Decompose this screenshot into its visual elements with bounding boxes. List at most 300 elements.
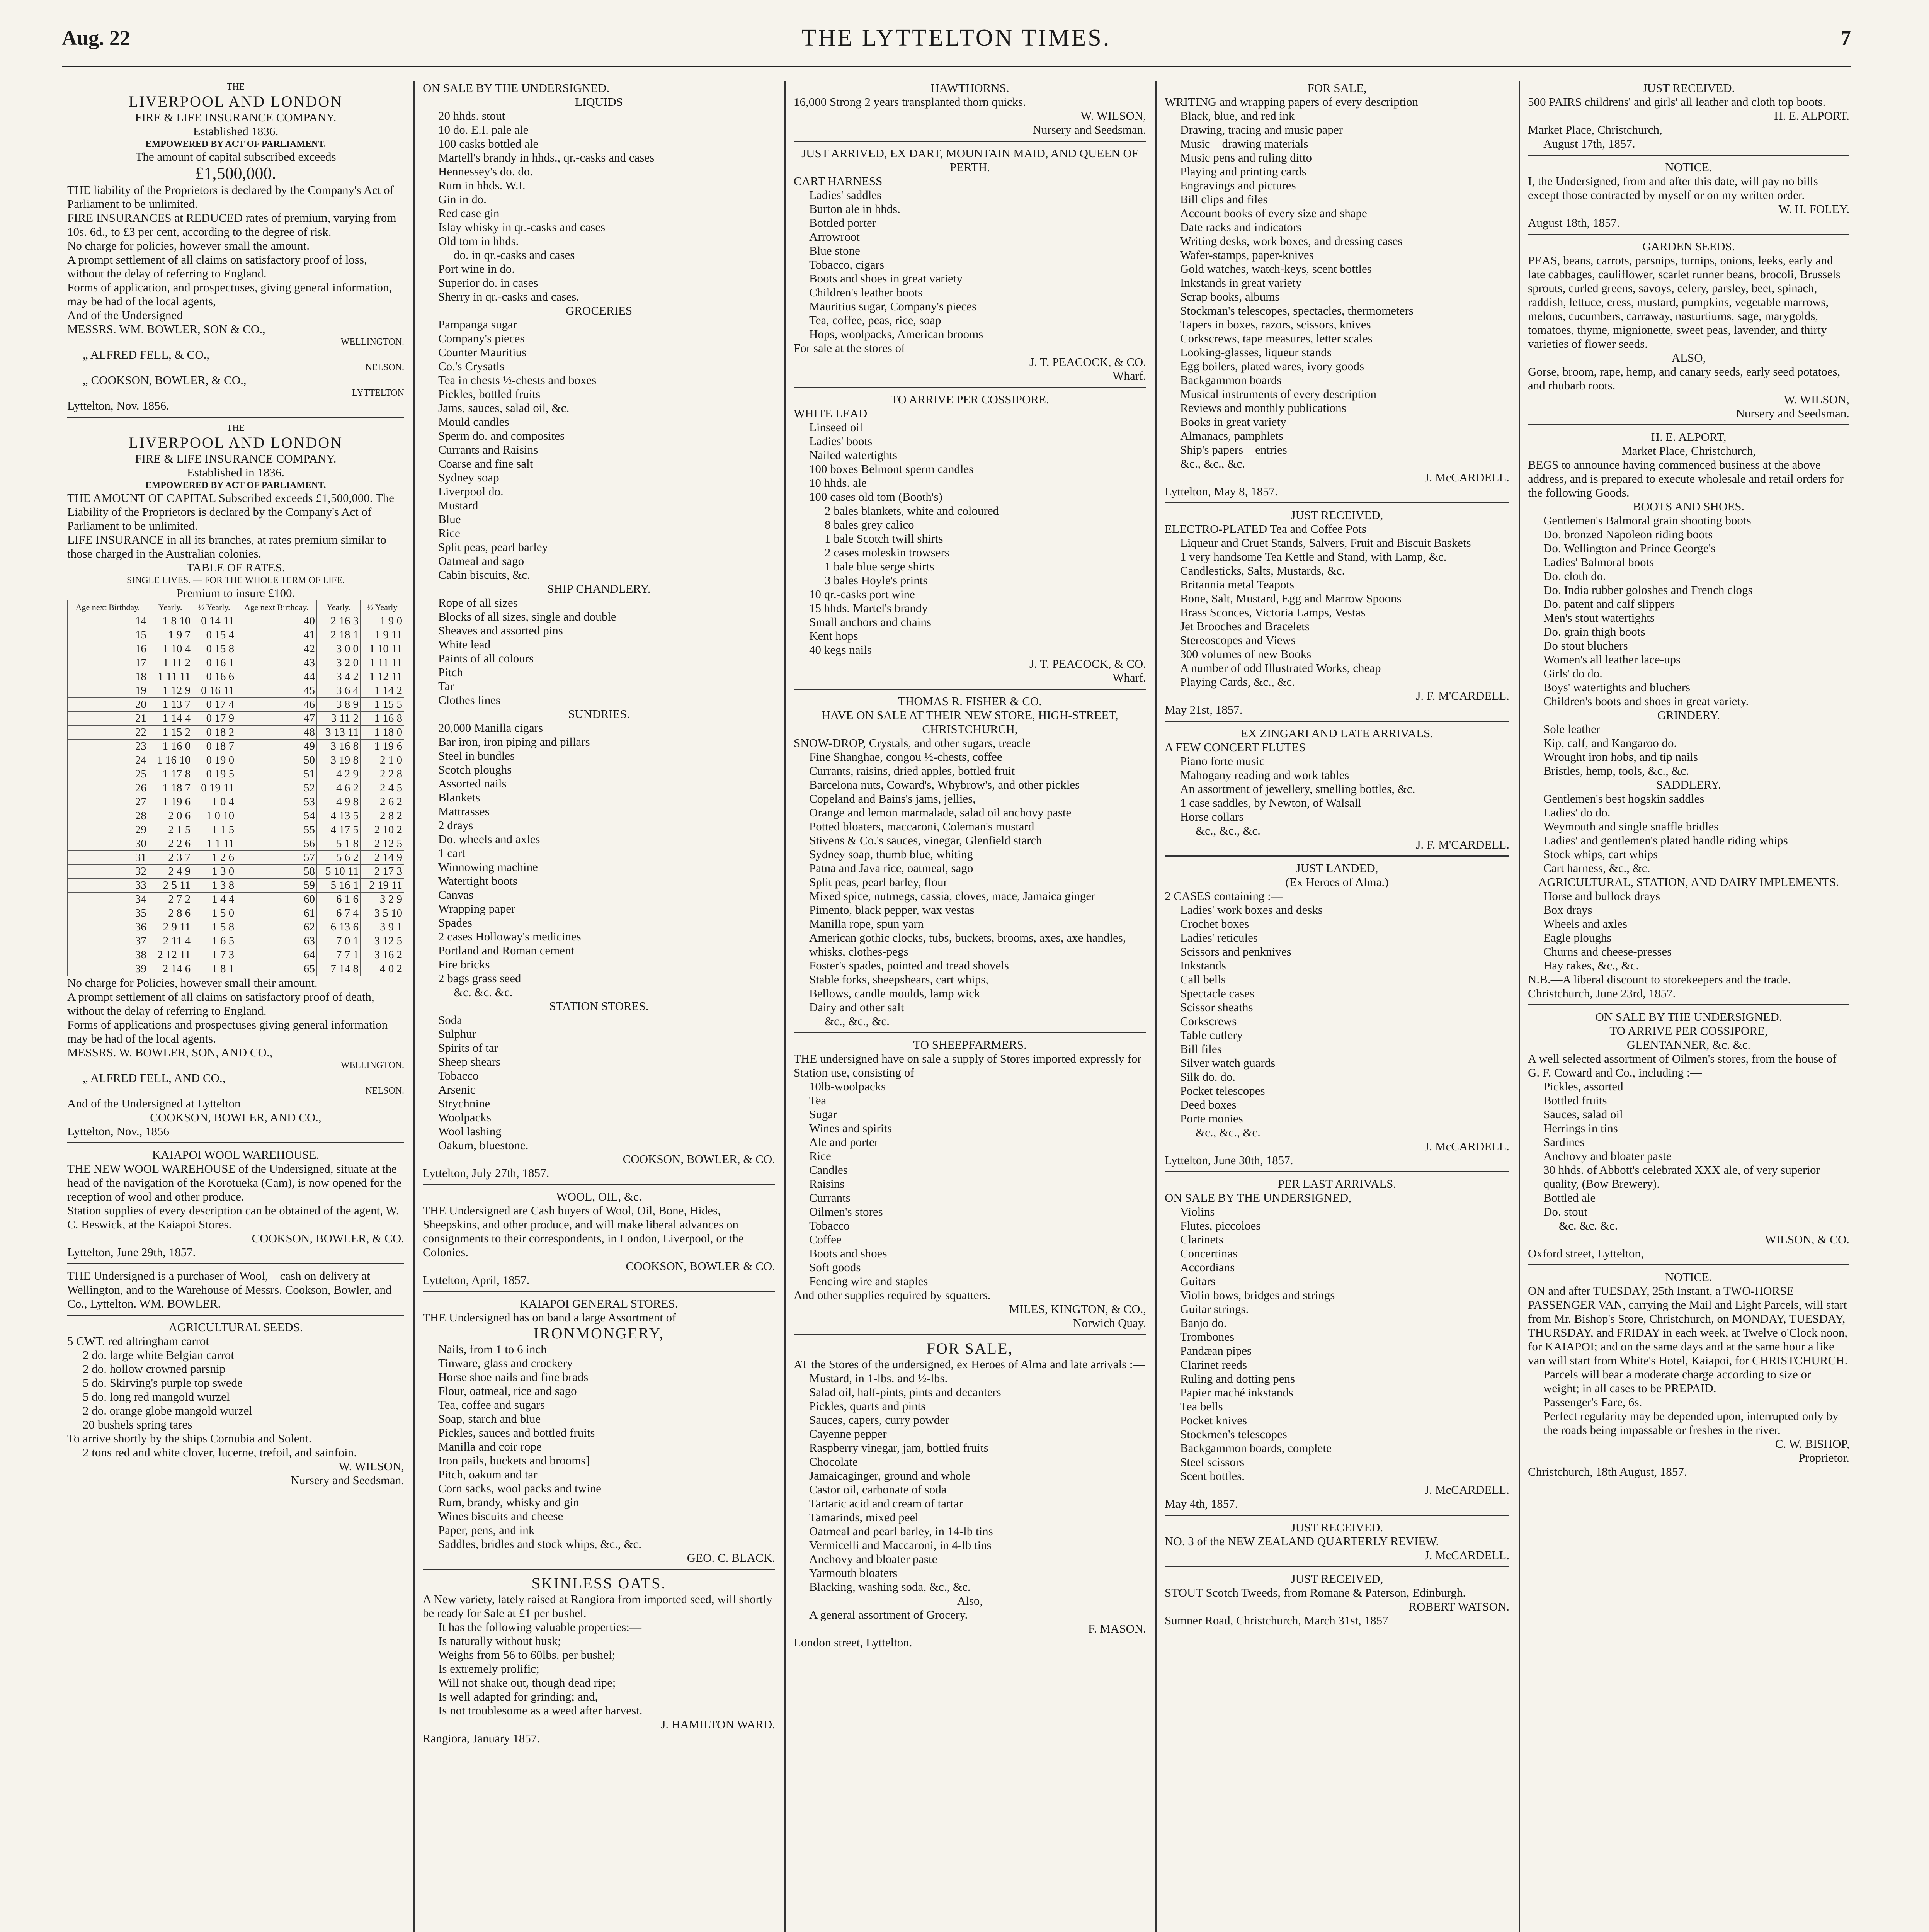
- ad-text-line: Bottled ale: [1543, 1191, 1596, 1204]
- rates-cell: 1 5 8: [192, 920, 236, 934]
- rates-cell: 39: [68, 962, 148, 976]
- rates-cell: 3 5 10: [360, 906, 404, 920]
- rates-cell: 4 2 9: [317, 767, 361, 781]
- ad-text-line: Do. wheels and axles: [438, 832, 540, 846]
- rates-cell: 3 13 11: [317, 726, 361, 740]
- rates-cell: 29: [68, 823, 148, 837]
- ad-text-line: Salad oil, half-pints, pints and decanters: [809, 1385, 1001, 1399]
- ad-divider: [67, 1263, 404, 1264]
- ad-text-line: Weighs from 56 to 60lbs. per bushel;: [438, 1648, 616, 1662]
- ad-text-line: Ruling and dotting pens: [1180, 1372, 1295, 1385]
- rates-cell: 41: [236, 628, 317, 642]
- ad-text-line: Tea, coffee and sugars: [438, 1398, 545, 1412]
- table-row: [68, 851, 404, 865]
- ad-text-line: KAIAPOI GENERAL STORES.: [520, 1297, 678, 1310]
- ad-text-line: Linseed oil: [809, 420, 863, 434]
- ad-text-line: Boys' watertights and bluchers: [1543, 680, 1691, 694]
- ad-text-line: Dairy and other salt: [809, 1000, 904, 1014]
- ad-text-line: Lyttelton, June 30th, 1857.: [1165, 1153, 1293, 1167]
- ad-text-line: Scrap books, albums: [1180, 290, 1280, 303]
- ad-divider: [67, 1142, 404, 1143]
- ad-text-line: PER LAST ARRIVALS.: [1277, 1177, 1397, 1190]
- ad-text-line: Norwich Quay.: [1073, 1316, 1146, 1330]
- ad-text-line: Lyttelton, May 8, 1857.: [1165, 485, 1278, 498]
- ad-text-line: LIQUIDS: [575, 95, 623, 109]
- ad-text-line: 1 very handsome Tea Kettle and Stand, with Lamp, &c.: [1180, 550, 1447, 563]
- ad-text-line: 2 do. orange globe mangold wurzel: [83, 1404, 253, 1417]
- ad-text-line: CART HARNESS: [794, 174, 883, 188]
- ad-text-line: COOKSON, BOWLER, AND CO.,: [150, 1111, 322, 1124]
- ad-divider: [1165, 1515, 1509, 1516]
- ad-text-line: Burton ale in hhds.: [809, 202, 900, 216]
- ad-text-line: Backgammon boards: [1180, 373, 1282, 387]
- ad-divider: [794, 1334, 1146, 1335]
- ad-text-line: Boots and shoes in great variety: [809, 272, 963, 285]
- ad-text-line: THOMAS R. FISHER & CO.: [898, 694, 1042, 708]
- rates-cell: 33: [68, 879, 148, 893]
- rates-cell: 0 17 9: [192, 712, 236, 726]
- ad-text-line: Mixed spice, nutmegs, cassia, cloves, mace, Jamaica ginger: [809, 889, 1095, 903]
- rates-cell: 0 16 11: [192, 684, 236, 698]
- ad-text-line: Date racks and indicators: [1180, 220, 1302, 234]
- ad-text-line: Flour, oatmeal, rice and sago: [438, 1384, 577, 1398]
- ad-text-line: Sauces, salad oil: [1543, 1107, 1623, 1121]
- rates-cell: 18: [68, 670, 148, 684]
- rates-cell: 52: [236, 781, 317, 795]
- rates-cell: 2 9 11: [148, 920, 192, 934]
- ad-divider: [1165, 1171, 1509, 1172]
- ad-text-line: Gin in do.: [438, 192, 487, 206]
- rates-header-cell: Yearly.: [317, 600, 361, 614]
- column-5: [1522, 81, 1855, 1932]
- ad-text-line: Currants and Raisins: [438, 443, 538, 456]
- ad-text-line: Sydney soap: [438, 471, 499, 484]
- ad-text-line: Kip, calf, and Kangaroo do.: [1543, 736, 1677, 750]
- ad-text-line: White lead: [438, 638, 491, 651]
- ad-divider: [794, 1032, 1146, 1033]
- rates-cell: 1 19 6: [148, 795, 192, 809]
- rates-cell: 1 6 5: [192, 934, 236, 948]
- rates-cell: 0 19 0: [192, 753, 236, 767]
- ad-text-line: Lyttelton, June 29th, 1857.: [67, 1245, 196, 1259]
- rates-cell: 59: [236, 879, 317, 893]
- ad-text-line: WRITING and wrapping papers of every description: [1165, 95, 1418, 109]
- ad-text-line: Women's all leather lace-ups: [1543, 653, 1681, 666]
- table-row: [68, 906, 404, 920]
- rates-cell: 2 0 6: [148, 809, 192, 823]
- newspaper-title: THE LYTTELTON TIMES.: [801, 25, 1111, 51]
- rates-cell: 26: [68, 781, 148, 795]
- ad-text-line: American gothic clocks, tubs, buckets, brooms, axes, axe handles, whisks, clothes-pegs: [809, 931, 1129, 958]
- ad-text-line: Wool lashing: [438, 1124, 502, 1138]
- ad-text-line: Copeland and Bains's jams, jellies,: [809, 792, 976, 805]
- ad-text-line: Porte monies: [1180, 1112, 1243, 1125]
- ad-text-line: Currants, raisins, dried apples, bottled fruit: [809, 764, 1015, 777]
- ad-divider: [1165, 721, 1509, 722]
- ad-text-line: MESSRS. W. BOWLER, SON, AND CO.,: [67, 1046, 273, 1059]
- rates-cell: 2 1 0: [360, 753, 404, 767]
- ad-text-line: Sheep shears: [438, 1055, 500, 1068]
- ad-text-line: Stereoscopes and Views: [1180, 633, 1296, 647]
- ad-text-line: FIRE INSURANCES at REDUCED rates of premium, varying from 10s. 6d., to £3 per cent, according to the degree of risk.: [67, 211, 400, 238]
- ad-text-line: HAVE ON SALE AT THEIR NEW STORE, HIGH-STREET, CHRISTCHURCH,: [822, 708, 1121, 736]
- ad-text-line: Corn sacks, wool packs and twine: [438, 1481, 601, 1495]
- rates-cell: 1 14 2: [360, 684, 404, 698]
- ad-text-line: Books in great variety: [1180, 415, 1286, 429]
- ad-text-line: 1 case saddles, by Newton, of Walsall: [1180, 796, 1361, 810]
- ad-text-line: Company's pieces: [438, 332, 525, 345]
- ad-text-line: Looking-glasses, liqueur stands: [1180, 345, 1332, 359]
- ad-text-line: Music—drawing materials: [1180, 137, 1308, 150]
- ad-text-line: 2 CASES containing :—: [1165, 889, 1283, 903]
- ad-text-line: Also,: [957, 1594, 983, 1607]
- ad-text-line: Old tom in hhds.: [438, 234, 519, 248]
- rates-cell: 50: [236, 753, 317, 767]
- rates-cell: 28: [68, 809, 148, 823]
- ad-text-line: STOUT Scotch Tweeds, from Romane & Paterson, Edinburgh.: [1165, 1586, 1466, 1599]
- table-row: [68, 670, 404, 684]
- ad-text-line: Forms of application, and prospectuses, giving general information, may be had of the local agents,: [67, 281, 395, 308]
- column-4: [1159, 81, 1515, 1932]
- ad-text-line: Accordians: [1180, 1260, 1235, 1274]
- ad-text-line: Pickles, quarts and pints: [809, 1399, 926, 1413]
- ad-text-line: Sole leather: [1543, 722, 1601, 736]
- ad-text-line: Inkstands: [1180, 959, 1226, 972]
- ad-text-line: August 17th, 1857.: [1543, 137, 1635, 150]
- ad-text-line: Gentlemen's Balmoral grain shooting boots: [1543, 514, 1751, 527]
- ad-text-line: Cabin biscuits, &c.: [438, 568, 530, 582]
- ad-text-line: NO. 3 of the NEW ZEALAND QUARTERLY REVIEW.: [1165, 1534, 1439, 1548]
- ad-text-line: Small anchors and chains: [809, 615, 931, 629]
- ad-text-line: EMPOWERED BY ACT OF PARLIAMENT.: [145, 480, 326, 490]
- ad-text-line: Proprietor.: [1798, 1451, 1849, 1464]
- ad-text-line: Coarse and fine salt: [438, 457, 533, 470]
- ad-text-line: Blankets: [438, 791, 480, 804]
- ad-text-line: JUST RECEIVED,: [1291, 1572, 1383, 1585]
- ad-text-line: Boots and shoes: [809, 1247, 887, 1260]
- ad-text-line: London street, Lyttelton.: [794, 1636, 912, 1649]
- column-divider: [1519, 81, 1520, 1932]
- ad-text-line: Guitar strings.: [1180, 1302, 1249, 1316]
- ad-text-line: Manilla rope, spun yarn: [809, 917, 924, 930]
- rates-cell: 1 3 0: [192, 865, 236, 879]
- rates-cell: 0 16 1: [192, 656, 236, 670]
- ad-text-line: KAIAPOI WOOL WAREHOUSE.: [152, 1148, 320, 1162]
- ad-text-line: A prompt settlement of all claims on satisfactory proof of death, without the delay of referring to England.: [67, 990, 378, 1017]
- ad-text-line: Scotch ploughs: [438, 763, 512, 776]
- ad-text-line: Oatmeal and sago: [438, 554, 524, 568]
- ad-text-line: May 21st, 1857.: [1165, 703, 1243, 716]
- ad-text-line: ON SALE BY THE UNDERSIGNED.: [1595, 1010, 1782, 1024]
- rates-cell: 40: [236, 614, 317, 628]
- rates-cell: 1 19 6: [360, 740, 404, 753]
- ad-text-line: 8 bales grey calico: [825, 518, 914, 531]
- ad-text-line: SKINLESS OATS.: [531, 1575, 667, 1592]
- ad-text-line: THE Undersigned is a purchaser of Wool,—cash on delivery at Wellington, and to the Warehouse of Messrs. Cookson, Bowler, and Co., Lyttelton. WM. BOWLER.: [67, 1269, 395, 1310]
- ad-text-line: THE AMOUNT OF CAPITAL Subscribed exceeds £1,500,000. The Liability of the Proprietors is declared by the Company's Act of Parliament to be unlimited.: [67, 491, 397, 532]
- ad-text-line: Watertight boots: [438, 874, 517, 888]
- ad-text-line: 20,000 Manilla cigars: [438, 721, 543, 735]
- ad-text-line: Black, blue, and red ink: [1180, 109, 1295, 122]
- ad-text-line: August 18th, 1857.: [1528, 216, 1620, 230]
- ad-divider: [1528, 155, 1849, 156]
- ad-text-line: ON SALE BY THE UNDERSIGNED.: [423, 81, 610, 95]
- ad-text-line: No charge for policies, however small the amount.: [67, 239, 310, 252]
- rates-cell: 4 17 5: [317, 823, 361, 837]
- ad-text-line: HAWTHORNS.: [930, 81, 1009, 95]
- ad-text-line: Anchovy and bloater paste: [1543, 1149, 1672, 1163]
- rates-cell: 53: [236, 795, 317, 809]
- ad-text-line: Nailed watertights: [809, 448, 898, 462]
- ad-text-line: EX ZINGARI AND LATE ARRIVALS.: [1240, 726, 1433, 740]
- ad-text-line: Writing desks, work boxes, and dressing cases: [1180, 234, 1403, 248]
- ad-text-line: Oilmen's stores: [809, 1205, 883, 1218]
- ad-text-line: 20 hhds. stout: [438, 109, 505, 122]
- rates-cell: 24: [68, 753, 148, 767]
- ad-text-line: Cart harness, &c., &c.: [1543, 861, 1650, 875]
- ad-text-line: 5 CWT. red altringham carrot: [67, 1334, 209, 1348]
- ad-text-line: AGRICULTURAL, STATION, AND DAIRY IMPLEMENTS.: [1538, 875, 1839, 889]
- ad-text-line: 500 PAIRS childrens' and girls' all leather and cloth top boots.: [1528, 95, 1826, 109]
- ad-text-line: Wines and spirits: [809, 1121, 892, 1135]
- ad-text-line: Barcelona nuts, Coward's, Whybrow's, and other pickles: [809, 778, 1080, 791]
- table-row: [68, 642, 404, 656]
- ad-text-line: &c. &c. &c.: [454, 985, 513, 999]
- ad-text-line: Mould candles: [438, 415, 509, 429]
- rates-cell: 42: [236, 642, 317, 656]
- ad-text-line: WHITE LEAD: [794, 406, 868, 420]
- ad-text-line: STATION STORES.: [549, 999, 649, 1013]
- ad-text-line: Ladies' work boxes and desks: [1180, 903, 1323, 917]
- ad-text-line: ALSO,: [1671, 351, 1706, 364]
- rates-cell: 58: [236, 865, 317, 879]
- table-row: [68, 934, 404, 948]
- rates-cell: 48: [236, 726, 317, 740]
- rates-cell: 16: [68, 642, 148, 656]
- rates-cell: 2 14 9: [360, 851, 404, 865]
- ad-text-line: Gorse, broom, rape, hemp, and canary seeds, early seed potatoes, and rhubarb roots.: [1528, 365, 1844, 392]
- ad-text-line: Playing Cards, &c., &c.: [1180, 675, 1295, 689]
- ad-text-line: 2 drays: [438, 818, 473, 832]
- ad-divider: [1165, 1566, 1509, 1567]
- rates-cell: 1 10 11: [360, 642, 404, 656]
- rates-cell: 2 12 11: [148, 948, 192, 962]
- ad-text-line: Lyttelton, Nov. 1856.: [67, 399, 170, 412]
- ad-text-line: Musical instruments of every description: [1180, 387, 1376, 401]
- ad-text-line: Premium to insure £100.: [176, 586, 295, 600]
- ad-text-line: Tamarinds, mixed peel: [809, 1510, 919, 1524]
- ad-text-line: Pitch, oakum and tar: [438, 1468, 538, 1481]
- ad-text-line: Islay whisky in qr.-casks and cases: [438, 220, 606, 234]
- rates-cell: 6 7 4: [317, 906, 361, 920]
- ad-text-line: SUNDRIES.: [568, 707, 630, 721]
- rates-cell: 23: [68, 740, 148, 753]
- ad-text-line: Men's stout watertights: [1543, 611, 1655, 624]
- table-row: [68, 781, 404, 795]
- rates-cell: 49: [236, 740, 317, 753]
- ad-text-line: For sale at the stores of: [794, 341, 905, 355]
- rates-cell: 1 1 5: [192, 823, 236, 837]
- rates-cell: 2 8 2: [360, 809, 404, 823]
- ad-text-line: 5 do. Skirving's purple top swede: [83, 1376, 243, 1389]
- rates-cell: 3 0 0: [317, 642, 361, 656]
- ad-text-line: Spectacle cases: [1180, 986, 1254, 1000]
- ad-text-line: Spades: [438, 916, 472, 929]
- ad-text-line: Engravings and pictures: [1180, 179, 1296, 192]
- ad-text-line: NOTICE.: [1665, 1270, 1712, 1284]
- rates-cell: 2 5 11: [148, 879, 192, 893]
- ad-text-line: Tobacco: [809, 1219, 850, 1232]
- ad-text-line: Tea: [809, 1094, 827, 1107]
- rates-cell: 2 16 3: [317, 614, 361, 628]
- rates-cell: 3 16 8: [317, 740, 361, 753]
- ad-text-line: Mattrasses: [438, 804, 490, 818]
- ad-text-line: NELSON.: [365, 1086, 404, 1096]
- ad-text-line: Tea, coffee, peas, rice, soap: [809, 313, 941, 327]
- ad-text-line: WILSON, & CO.: [1765, 1233, 1849, 1246]
- rates-cell: 1 0 10: [192, 809, 236, 823]
- rates-cell: 3 11 2: [317, 712, 361, 726]
- rates-cell: 3 2 9: [360, 893, 404, 906]
- ad-text-line: Soda: [438, 1013, 462, 1027]
- table-row: [68, 656, 404, 670]
- ad-text-line: Flutes, piccoloes: [1180, 1219, 1261, 1232]
- rates-cell: 2 17 3: [360, 865, 404, 879]
- rates-cell: 2 6 2: [360, 795, 404, 809]
- rates-cell: 1 0 4: [192, 795, 236, 809]
- rates-cell: 4 0 2: [360, 962, 404, 976]
- ad-text-line: Tapers in boxes, razors, scissors, knives: [1180, 318, 1371, 331]
- column-1: [62, 81, 410, 1932]
- ad-text-line: &c., &c., &c.: [1196, 824, 1260, 837]
- rates-header-cell: Age next Birthday.: [236, 600, 317, 614]
- rates-cell: 0 19 11: [192, 781, 236, 795]
- ad-text-line: Stable forks, sheepshears, cart whips,: [809, 973, 989, 986]
- ad-text-line: Counter Mauritius: [438, 345, 527, 359]
- ad-text-line: Sauces, capers, curry powder: [809, 1413, 949, 1427]
- ad-text-line: AT the Stores of the undersigned, ex Heroes of Alma and late arrivals :—: [794, 1357, 1145, 1371]
- ad-text-line: Patna and Java rice, oatmeal, sago: [809, 861, 973, 875]
- rates-cell: 1 12 9: [148, 684, 192, 698]
- rates-cell: 5 10 11: [317, 865, 361, 879]
- ad-divider: [1528, 234, 1849, 235]
- column-3: [788, 81, 1152, 1932]
- table-row: [68, 795, 404, 809]
- rates-cell: 3 6 4: [317, 684, 361, 698]
- ad-text-line: THE liability of the Proprietors is declared by the Company's Act of Parliament to be unlimited.: [67, 183, 397, 211]
- ad-text-line: Bar iron, iron piping and pillars: [438, 735, 590, 748]
- rates-cell: 4 9 8: [317, 795, 361, 809]
- ad-text-line: Rice: [438, 526, 460, 540]
- rates-cell: 0 18 2: [192, 726, 236, 740]
- ad-text-line: FIRE & LIFE INSURANCE COMPANY.: [135, 452, 337, 465]
- ad-text-line: 20 bushels spring tares: [83, 1418, 192, 1431]
- ad-text-line: Manilla and coir rope: [438, 1440, 542, 1453]
- ad-text-line: Brass Sconces, Victoria Lamps, Vestas: [1180, 605, 1366, 619]
- ad-text-line: Vermicelli and Maccaroni, in 4-lb tins: [809, 1538, 992, 1552]
- ad-text-line: Sperm do. and composites: [438, 429, 565, 442]
- rates-cell: 19: [68, 684, 148, 698]
- rates-cell: 1 8 10: [148, 614, 192, 628]
- ad-text-line: Winnowing machine: [438, 860, 538, 874]
- ad-text-line: And other supplies required by squatters.: [794, 1288, 991, 1302]
- ad-text-line: Girls' do do.: [1543, 667, 1602, 680]
- ad-text-line: SNOW-DROP, Crystals, and other sugars, treacle: [794, 736, 1031, 750]
- rates-cell: 20: [68, 698, 148, 712]
- ad-text-line: Clarinets: [1180, 1233, 1223, 1246]
- rates-cell: 1 5 0: [192, 906, 236, 920]
- ad-text-line: Pickles, bottled fruits: [438, 387, 541, 401]
- ad-text-line: Raspberry vinegar, jam, bottled fruits: [809, 1441, 988, 1454]
- ad-text-line: Rum, brandy, whisky and gin: [438, 1495, 579, 1509]
- ad-text-line: J. F. M'CARDELL.: [1416, 689, 1509, 702]
- rates-cell: 1 11 2: [148, 656, 192, 670]
- ad-text-line: A number of odd Illustrated Works, cheap: [1180, 661, 1381, 675]
- ad-text-line: Pickles, assorted: [1543, 1080, 1623, 1093]
- ad-text-line: BOOTS AND SHOES.: [1633, 500, 1745, 513]
- ad-text-line: Do. stout: [1543, 1205, 1587, 1218]
- rates-cell: 1 9 11: [360, 628, 404, 642]
- ad-text-line: Mustard: [438, 498, 478, 512]
- ad-text-line: 10lb-woolpacks: [809, 1080, 886, 1093]
- ad-divider: [1528, 1004, 1849, 1005]
- ad-text-line: Market Place, Christchurch,: [1621, 444, 1756, 457]
- table-row: [68, 809, 404, 823]
- rates-cell: 1 8 1: [192, 962, 236, 976]
- rates-cell: 46: [236, 698, 317, 712]
- ad-text-line: THE undersigned have on sale a supply of Stores imported expressly for Station use, consisting of: [794, 1052, 1145, 1079]
- ad-text-line: Horse shoe nails and fine brads: [438, 1370, 589, 1384]
- ad-text-line: Tea bells: [1180, 1400, 1223, 1413]
- ad-text-line: COOKSON, BOWLER, & CO.: [623, 1152, 775, 1166]
- ad-text-line: A prompt settlement of all claims on satisfactory proof of loss, without the delay of referring to England.: [67, 253, 370, 280]
- rates-cell: 54: [236, 809, 317, 823]
- ad-text-line: W. WILSON,: [1080, 109, 1146, 122]
- ad-text-line: COOKSON, BOWLER, & CO.: [252, 1231, 404, 1245]
- ad-text-line: EMPOWERED BY ACT OF PARLIAMENT.: [145, 139, 326, 149]
- ad-text-line: Fine Shanghae, congou ½-chests, coffee: [809, 750, 1002, 764]
- ad-text-line: Wrapping paper: [438, 902, 515, 915]
- ad-text-line: J. F. M'CARDELL.: [1416, 838, 1509, 851]
- rates-cell: 31: [68, 851, 148, 865]
- ad-text-line: Lyttelton, July 27th, 1857.: [423, 1166, 549, 1180]
- rates-header-cell: Age next Birthday.: [68, 600, 148, 614]
- ad-text-line: Steel scissors: [1180, 1455, 1245, 1469]
- ad-text-line: Tinware, glass and crockery: [438, 1356, 573, 1370]
- ad-text-line: GLENTANNER, &c. &c.: [1626, 1038, 1751, 1051]
- ad-text-line: Music pens and ruling ditto: [1180, 151, 1312, 164]
- ad-text-line: Martell's brandy in hhds., qr.-casks and cases: [438, 151, 655, 164]
- ad-text-line: Nursery and Seedsman.: [1033, 123, 1146, 136]
- ad-text-line: THE Undersigned has on band a large Assortment of: [423, 1311, 676, 1324]
- table-row: [68, 948, 404, 962]
- ad-text-line: Sugar: [809, 1107, 837, 1121]
- ad-text-line: W. H. FOLEY.: [1778, 202, 1849, 216]
- ad-text-line: Britannia metal Teapots: [1180, 578, 1295, 591]
- ad-text-line: Blue stone: [809, 244, 860, 257]
- ad-text-line: AGRICULTURAL SEEDS.: [168, 1320, 303, 1334]
- ad-text-line: PEAS, beans, carrots, parsnips, turnips, onions, leeks, early and late cabbages, cauliflower, scarlet runner beans, brocoli, Brussels sprouts, curled greens, savoys, celery, parsley, beet, spinach, raddish, lettuce, cress, mustard, pumpkins, vegetable marrows, melons, cucumbers, carraway, nasturtiums, sage, marygolds, tomatoes, thyme, mignionette, sweet peas, lavender, and thirty varieties of flower seeds.: [1528, 253, 1844, 350]
- rates-header-row: [68, 600, 404, 614]
- ad-text-line: Banjo do.: [1180, 1316, 1227, 1330]
- ad-text-line: Will not shake out, though dead ripe;: [438, 1676, 616, 1689]
- ad-text-line: Bristles, hemp, tools, &c., &c.: [1543, 764, 1689, 777]
- ad-text-line: Drawing, tracing and music paper: [1180, 123, 1343, 136]
- ad-text-line: 100 boxes Belmont sperm candles: [809, 462, 974, 476]
- ad-text-line: Is extremely prolific;: [438, 1662, 539, 1675]
- ad-text-line: May 4th, 1857.: [1165, 1497, 1238, 1510]
- rates-cell: 1 9 7: [148, 628, 192, 642]
